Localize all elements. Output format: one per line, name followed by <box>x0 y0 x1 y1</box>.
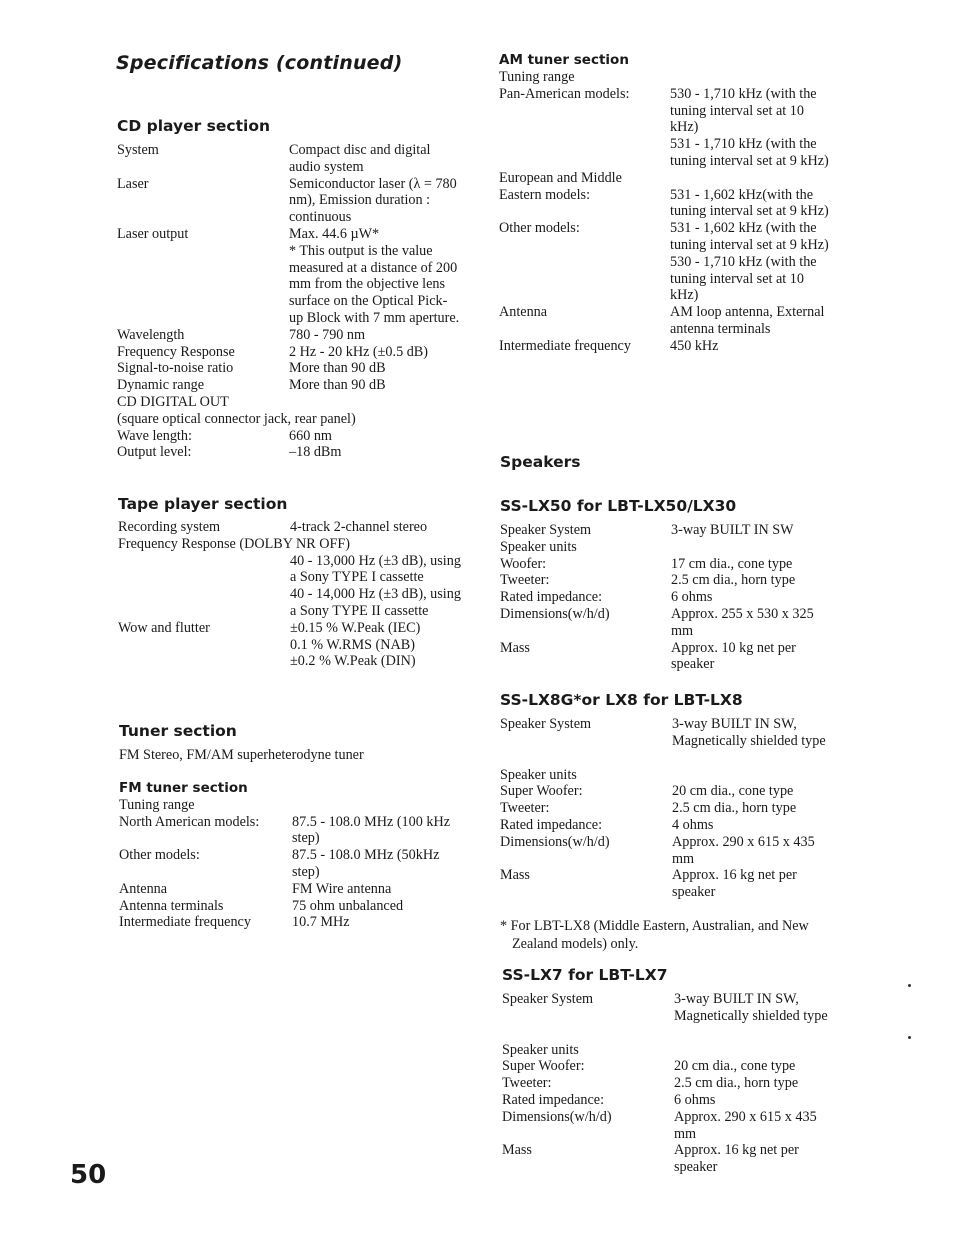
spec-label: Speaker units <box>500 538 577 555</box>
spec-label: Other models: <box>119 847 200 864</box>
spec-row <box>502 1092 847 1109</box>
spec-label: Speaker System <box>502 991 594 1007</box>
spec-value: 20 cm dia., cone type <box>674 1058 796 1075</box>
spec-row <box>117 226 462 327</box>
spec-value: 530 - 1,710 kHz (with the tuning interval set at 10 kHz) <box>670 253 817 304</box>
subsection-heading: AM tuner section <box>499 52 629 68</box>
spec-value: 2 Hz - 20 kHz (±0.5 dB) <box>289 343 428 360</box>
spec-value: 4-track 2-channel stereo <box>290 519 428 535</box>
spec-label: Intermediate frequency <box>499 337 631 354</box>
spec-value: 3-way BUILT IN SW, Magnetically shielded type <box>672 716 826 749</box>
spec-row <box>499 338 839 355</box>
spec-label: Other models: <box>499 220 580 237</box>
am-section <box>499 52 839 355</box>
spec-value: Approx. 290 x 615 x 435 mm <box>672 833 815 867</box>
spec-label: Tweeter: <box>500 572 550 589</box>
spec-label: Rated impedance: <box>502 1091 605 1108</box>
spec-row <box>117 142 462 176</box>
tuner-section <box>119 722 464 931</box>
spec-row <box>117 327 462 344</box>
spec-label: Laser output <box>117 225 189 242</box>
spec-row <box>502 991 847 1025</box>
spec-row <box>500 800 845 817</box>
spec-label: Wave length: <box>117 427 192 444</box>
spec-row <box>117 444 462 461</box>
spec-value: 75 ohm unbalanced <box>292 897 404 914</box>
spec-label: Eastern models: <box>499 186 591 203</box>
spec-value: 530 - 1,710 kHz (with the tuning interval set at 10 kHz) <box>670 85 817 136</box>
spec-row <box>500 817 845 834</box>
spec-value: Approx. 10 kg net per speaker <box>671 639 796 673</box>
spec-value: More than 90 dB <box>289 360 386 377</box>
margin-dot <box>908 984 911 987</box>
spec-value: 40 - 14,000 Hz (±3 dB), using a Sony TYPE II cassette <box>290 586 461 619</box>
spec-row <box>117 360 462 377</box>
spec-row <box>499 86 839 170</box>
spec-row <box>119 847 464 881</box>
spec-label: Speaker units <box>502 1041 579 1058</box>
margin-dot <box>908 1036 911 1039</box>
spec-label: Antenna terminals <box>119 897 224 914</box>
spec-label: Dimensions(w/h/d) <box>502 1108 612 1125</box>
spec-row <box>500 522 840 539</box>
subsection-heading: SS-LX8G*or LX8 for LBT-LX8 <box>500 691 743 709</box>
spec-row <box>500 606 840 640</box>
subsection-heading: SS-LX50 for LBT-LX50/LX30 <box>500 497 737 515</box>
spec-label: Rated impedance: <box>500 816 603 833</box>
spec-row <box>500 867 845 901</box>
spec-row <box>117 428 462 445</box>
spec-label: Intermediate frequency <box>119 914 251 931</box>
spec-label: Dimensions(w/h/d) <box>500 605 610 622</box>
subsection-heading: FM tuner section <box>119 779 248 796</box>
spec-value: 0.1 % W.RMS (NAB) <box>290 636 415 653</box>
spec-label: Rated impedance: <box>500 589 603 606</box>
spec-row <box>500 640 840 674</box>
speaker-lx50 <box>500 497 840 673</box>
spec-label: System <box>117 142 159 158</box>
cd-section <box>117 117 462 461</box>
spec-value: 6 ohms <box>674 1091 716 1108</box>
spec-label: Woofer: <box>500 555 547 572</box>
spec-value: Approx. 16 kg net per speaker <box>674 1142 799 1176</box>
spec-row <box>119 814 464 848</box>
spec-label: Super Woofer: <box>502 1058 585 1075</box>
spec-value: FM Wire antenna <box>292 880 392 897</box>
spec-label: Super Woofer: <box>500 783 583 800</box>
spec-line: Tuning range <box>119 796 195 813</box>
spec-row <box>119 914 464 931</box>
spec-row <box>118 586 463 620</box>
spec-row <box>499 187 839 221</box>
spec-label: European and Middle <box>499 169 622 186</box>
spec-label: Mass <box>500 867 530 884</box>
spec-value: –18 dBm <box>289 444 342 461</box>
spec-value: Approx. 255 x 530 x 325 mm <box>671 605 814 639</box>
spec-row <box>499 304 839 338</box>
spec-value: 450 kHz <box>670 337 719 354</box>
spec-label: Speaker System <box>500 716 592 732</box>
spec-row <box>500 589 840 606</box>
spec-line: FM Stereo, FM/AM superheterodyne tuner <box>119 747 364 763</box>
section-heading: Speakers <box>500 453 581 471</box>
spec-value: 2.5 cm dia., horn type <box>672 800 797 817</box>
footnote: * For LBT-LX8 (Middle Eastern, Australian, and New Zealand models) only. <box>500 917 809 952</box>
spec-value: Compact disc and digital audio system <box>289 142 431 175</box>
spec-row <box>119 881 464 898</box>
spec-row <box>500 556 840 573</box>
spec-row <box>500 716 845 750</box>
spec-label: Output level: <box>117 444 192 461</box>
spec-label: Recording system <box>118 519 221 535</box>
spec-label: Mass <box>502 1142 532 1159</box>
spec-value: 40 - 13,000 Hz (±3 dB), using a Sony TYPE I cassette <box>290 552 461 586</box>
spec-label: Antenna <box>499 304 548 321</box>
spec-value: 10.7 MHz <box>292 914 350 931</box>
spec-value: ±0.2 % W.Peak (DIN) <box>290 653 416 670</box>
spec-row <box>499 220 839 304</box>
spec-value: More than 90 dB <box>289 377 386 394</box>
spec-row <box>500 572 840 589</box>
spec-value: 531 - 1,602 kHz (with the tuning interval set at 9 kHz) <box>670 220 829 253</box>
spec-label: Antenna <box>119 880 168 897</box>
spec-row <box>502 1058 847 1075</box>
page-number: 50 <box>70 1160 107 1190</box>
spec-row <box>118 519 463 536</box>
spec-value: 2.5 cm dia., horn type <box>671 572 796 589</box>
spec-row <box>117 344 462 361</box>
spec-value: Max. 44.6 µW* <box>289 225 380 242</box>
spec-label: Mass <box>500 639 530 656</box>
spec-value: 780 - 790 nm <box>289 326 366 343</box>
subsection-heading: SS-LX7 for LBT-LX7 <box>502 966 668 984</box>
spec-value: 3-way BUILT IN SW <box>671 522 794 538</box>
spec-label: Dimensions(w/h/d) <box>500 833 610 850</box>
spec-value: Approx. 290 x 615 x 435 mm <box>674 1108 817 1142</box>
section-heading: CD player section <box>117 117 271 135</box>
spec-label: North American models: <box>119 813 260 830</box>
spec-label: Pan-American models: <box>499 85 630 102</box>
spec-row <box>118 553 463 587</box>
spec-label: Frequency Response <box>117 343 235 360</box>
spec-label: Tweeter: <box>502 1075 552 1092</box>
spec-row <box>502 1075 847 1092</box>
spec-value: 4 ohms <box>672 816 714 833</box>
spec-value: 2.5 cm dia., horn type <box>674 1075 799 1092</box>
spec-line: Tuning range <box>499 69 575 85</box>
spec-row <box>502 1142 847 1176</box>
spec-row <box>500 783 845 800</box>
spec-label: Wow and flutter <box>118 619 210 636</box>
spec-label: Dynamic range <box>117 377 205 394</box>
spec-value: ±0.15 % W.Peak (IEC) <box>290 619 421 636</box>
speaker-lx7 <box>502 966 847 1176</box>
tape-section <box>118 495 463 670</box>
spec-value: Approx. 16 kg net per speaker <box>672 867 797 901</box>
spec-value: 87.5 - 108.0 MHz (50kHz step) <box>292 847 440 880</box>
spec-value: 531 - 1,602 kHz(with the tuning interval set at 9 kHz) <box>670 186 829 220</box>
spec-row <box>119 898 464 915</box>
spec-label: Wavelength <box>117 326 185 343</box>
spec-row <box>117 377 462 394</box>
speaker-lx8 <box>500 691 845 953</box>
spec-row <box>500 834 845 868</box>
page-title: Specifications (continued) <box>116 52 403 74</box>
footnote: * This output is the value measured at a distance of 200 mm from the objective lens surface on the Optical Pick-up Block with 7 mm aperture. <box>289 242 460 326</box>
spec-line: CD DIGITAL OUT <box>117 393 229 410</box>
spec-label: Tweeter: <box>500 800 550 817</box>
spec-value: 87.5 - 108.0 MHz (100 kHz step) <box>292 813 451 847</box>
spec-value: 6 ohms <box>671 589 713 606</box>
spec-label: Speaker System <box>500 522 592 538</box>
section-heading: Tuner section <box>119 722 237 740</box>
spec-value: 3-way BUILT IN SW, Magnetically shielded type <box>674 991 828 1024</box>
spec-row <box>118 620 463 670</box>
spec-value: 17 cm dia., cone type <box>671 555 793 572</box>
section-heading: Tape player section <box>118 495 288 513</box>
spec-label: Speaker units <box>500 766 577 783</box>
spec-label: Signal-to-noise ratio <box>117 360 234 377</box>
spec-value: 660 nm <box>289 427 332 444</box>
spec-value: AM loop antenna, External antenna terminals <box>670 304 825 337</box>
spec-row <box>117 176 462 226</box>
spec-label: Laser <box>117 175 149 192</box>
spec-row <box>502 1109 847 1143</box>
spec-line: Frequency Response (DOLBY NR OFF) <box>118 535 350 552</box>
spec-line: (square optical connector jack, rear panel) <box>117 410 356 427</box>
spec-value: 531 - 1,710 kHz (with the tuning interval set at 9 kHz) <box>670 136 829 169</box>
spec-value: 20 cm dia., cone type <box>672 783 794 800</box>
spec-value: Semiconductor laser (λ = 780 nm), Emission duration : continuous <box>289 175 457 226</box>
